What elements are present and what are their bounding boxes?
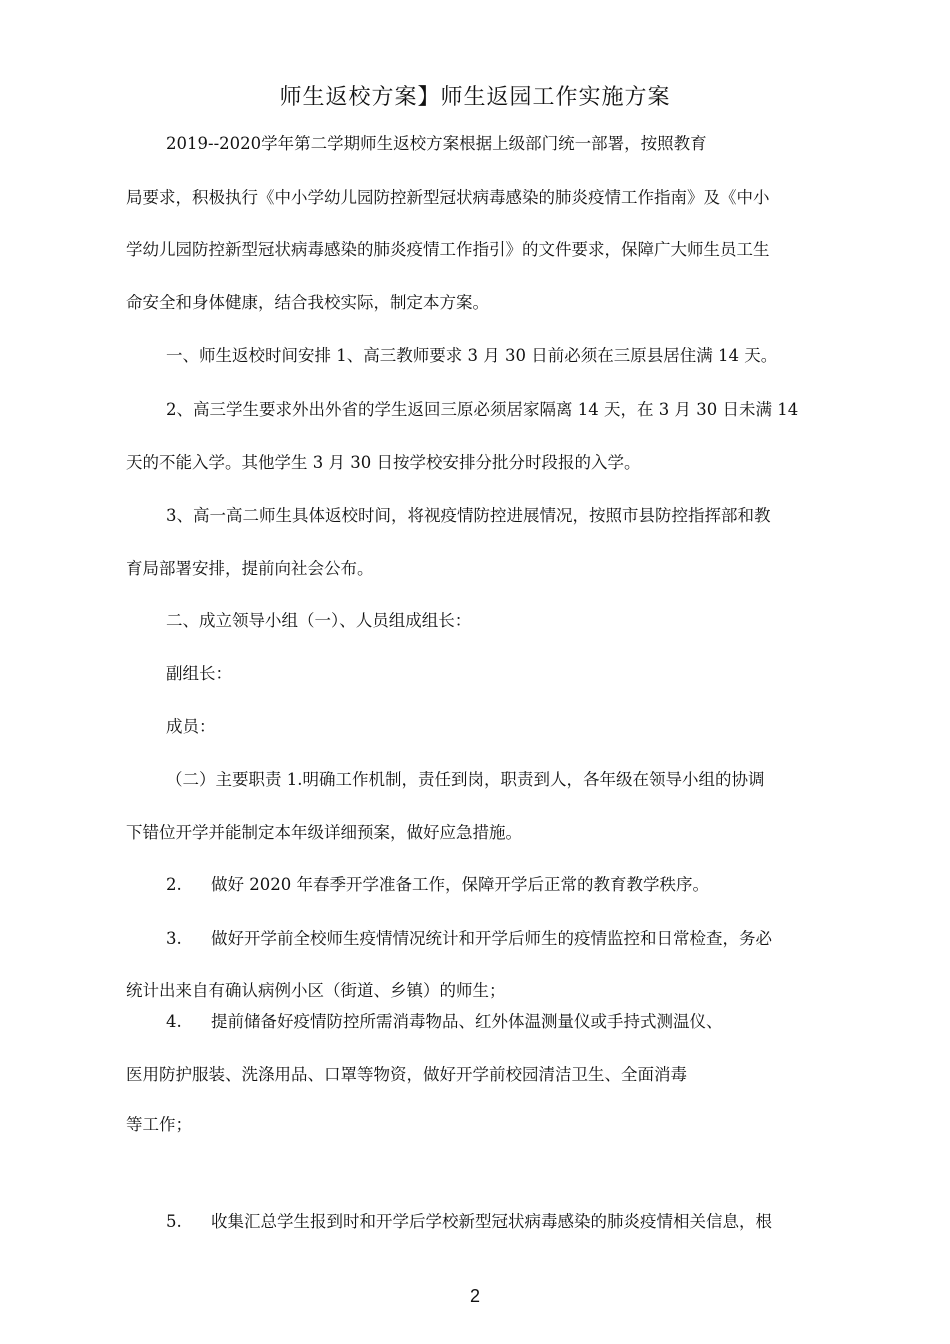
paragraph-line: 2、高三学生要求外出外省的学生返回三原必须居家隔离 14 天，在 3 月 30 日未满 14 (166, 400, 799, 419)
paragraph-line: 3、高一高二师生具体返校时间，将视疫情防控进展情况，按照市县防控指挥部和教 (166, 506, 771, 525)
paragraph-line: 2019--2020学年第二学期师生返校方案根据上级部门统一部署，按照教育 (166, 134, 707, 153)
list-item-number: 2. (166, 875, 182, 894)
list-item-number: 4. (166, 1012, 182, 1031)
paragraph-line: 天的不能入学。其他学生 3 月 30 日按学校安排分批分时段报的入学。 (126, 453, 641, 472)
list-item-text: 提前储备好疫情防控所需消毒物品、红外体温测量仪或手持式测温仪、 (211, 1012, 723, 1031)
paragraph-line: 成员： (166, 717, 216, 736)
list-item-text: 做好 2020 年春季开学准备工作，保障开学后正常的教育教学秩序。 (211, 875, 709, 894)
paragraph-line: 局要求，积极执行《中小学幼儿园防控新型冠状病毒感染的肺炎疫情工作指南》及《中小 (126, 188, 770, 207)
list-item-number: 3. (166, 929, 182, 948)
list-item-text: 做好开学前全校师生疫情情况统计和开学后师生的疫情监控和日常检查，务必 (211, 929, 772, 948)
page-number: 2 (469, 1286, 480, 1306)
paragraph-line: 统计出来自有确认病例小区（街道、乡镇）的师生； (126, 981, 506, 1000)
paragraph-line: 一、师生返校时间安排 1、高三教师要求 3 月 30 日前必须在三原县居住满 14 天。 (166, 346, 778, 365)
paragraph-line: 副组长： (166, 664, 232, 683)
paragraph-line: 命安全和身体健康，结合我校实际，制定本方案。 (126, 293, 489, 312)
paragraph-line: 等工作； (126, 1115, 192, 1134)
paragraph-line: 医用防护服装、洗涤用品、口罩等物资，做好开学前校园清洁卫生、全面消毒 (126, 1065, 687, 1084)
section-heading: 二、成立领导小组（一）、人员组成组长： (166, 611, 472, 630)
list-item-text: 收集汇总学生报到时和开学后学校新型冠状病毒感染的肺炎疫情相关信息，根 (211, 1212, 772, 1231)
list-item-number: 5. (166, 1212, 182, 1231)
paragraph-line: （二）主要职责 1.明确工作机制，责任到岗，职责到人，各年级在领导小组的协调 (166, 770, 765, 789)
document-title: 师生返校方案】师生返园工作实施方案 (279, 85, 671, 110)
paragraph-line: 育局部署安排，提前向社会公布。 (126, 559, 374, 578)
paragraph-line: 下错位开学并能制定本年级详细预案，做好应急措施。 (126, 823, 522, 842)
paragraph-line: 学幼儿园防控新型冠状病毒感染的肺炎疫情工作指引》的文件要求，保障广大师生员工生 (126, 240, 770, 259)
